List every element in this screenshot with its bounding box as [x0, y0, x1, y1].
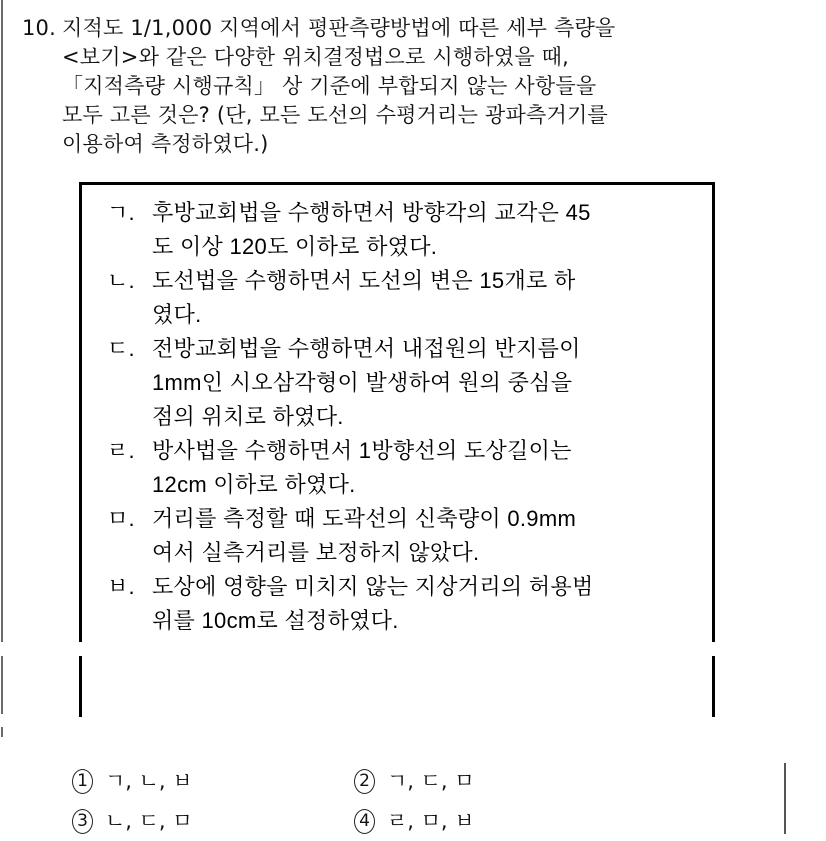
- question-stem: [22, 14, 782, 159]
- bogi-item: [107, 332, 697, 434]
- bogi-item: [107, 570, 697, 638]
- answer-option-3[interactable]: [72, 801, 354, 841]
- question-line: 모두 고른 것은? (단, 모든 도선의 수평거리는 광파측거기를: [62, 103, 608, 127]
- question-number: 10.: [22, 16, 56, 40]
- item-marker: ㄴ.: [107, 268, 135, 293]
- question-line: 「지적측량 시행규칙」 상 기준에 부합되지 않는 사항들을: [62, 74, 597, 98]
- circled-number-icon: 1: [72, 769, 93, 794]
- item-text: 후방교회법을 수행하면서 방향각의 교각은 45: [152, 200, 591, 225]
- circled-number-icon: 3: [72, 809, 93, 834]
- item-marker: ㄱ.: [107, 200, 135, 225]
- item-text: 여서 실측거리를 보정하지 않았다.: [152, 540, 480, 565]
- bogi-item: [107, 434, 697, 502]
- bogi-items: [107, 196, 697, 638]
- item-marker: ㄹ.: [107, 438, 135, 463]
- item-text: 도선법을 수행하면서 도선의 변은 15개로 하: [152, 268, 576, 293]
- item-text: 방사법을 수행하면서 1방향선의 도상길이는: [152, 438, 572, 463]
- item-marker: ㄷ.: [107, 336, 135, 361]
- answer-text: ㄱ, ㄴ, ㅂ: [105, 769, 193, 793]
- question-text: 지적도 1/1,000 지역에서 평판측량방법에 따른 세부 측량을: [62, 16, 616, 40]
- item-text: 였다.: [152, 302, 202, 327]
- item-text: 12cm 이하로 하였다.: [152, 472, 356, 497]
- answer-option-1[interactable]: [72, 761, 354, 801]
- bogi-item: [107, 196, 697, 264]
- item-text: 위를 10cm로 설정하였다.: [152, 608, 399, 633]
- question-line: 이용하여 측정하였다.): [62, 132, 269, 156]
- item-text: 거리를 측정할 때 도곽선의 신축량이 0.9mm: [152, 506, 577, 531]
- page-edge-line: [1, 727, 3, 737]
- bogi-item: [107, 502, 697, 570]
- answer-text: ㄴ, ㄷ, ㅁ: [105, 809, 193, 833]
- column-divider: [784, 763, 786, 834]
- answer-choices: [72, 761, 772, 841]
- scan-clip-band: [0, 642, 826, 656]
- bogi-item: [107, 264, 697, 332]
- question-line: [22, 14, 782, 43]
- page-edge-line: [1, 656, 3, 714]
- item-marker: ㅂ.: [107, 574, 135, 599]
- item-text: 도 이상 120도 이하로 하였다.: [152, 234, 438, 259]
- question-line: <보기>와 같은 다양한 위치결정법으로 시행하였을 때,: [62, 45, 570, 69]
- circled-number-icon: 4: [354, 809, 375, 834]
- answer-option-4[interactable]: [354, 801, 636, 841]
- item-marker: ㅁ.: [107, 506, 135, 531]
- item-text: 점의 위치로 하였다.: [152, 404, 344, 429]
- item-text: 도상에 영향을 미치지 않는 지상거리의 허용범: [152, 574, 594, 599]
- item-text: 전방교회법을 수행하면서 내접원의 반지름이: [152, 336, 581, 361]
- answer-option-2[interactable]: [354, 761, 636, 801]
- circled-number-icon: 2: [354, 769, 375, 794]
- answer-text: ㄹ, ㅁ, ㅂ: [387, 809, 475, 833]
- item-text: 1mm인 시오삼각형이 발생하여 원의 중심을: [152, 370, 573, 395]
- page-edge-line: [1, 0, 3, 642]
- answer-text: ㄱ, ㄷ, ㅁ: [387, 769, 475, 793]
